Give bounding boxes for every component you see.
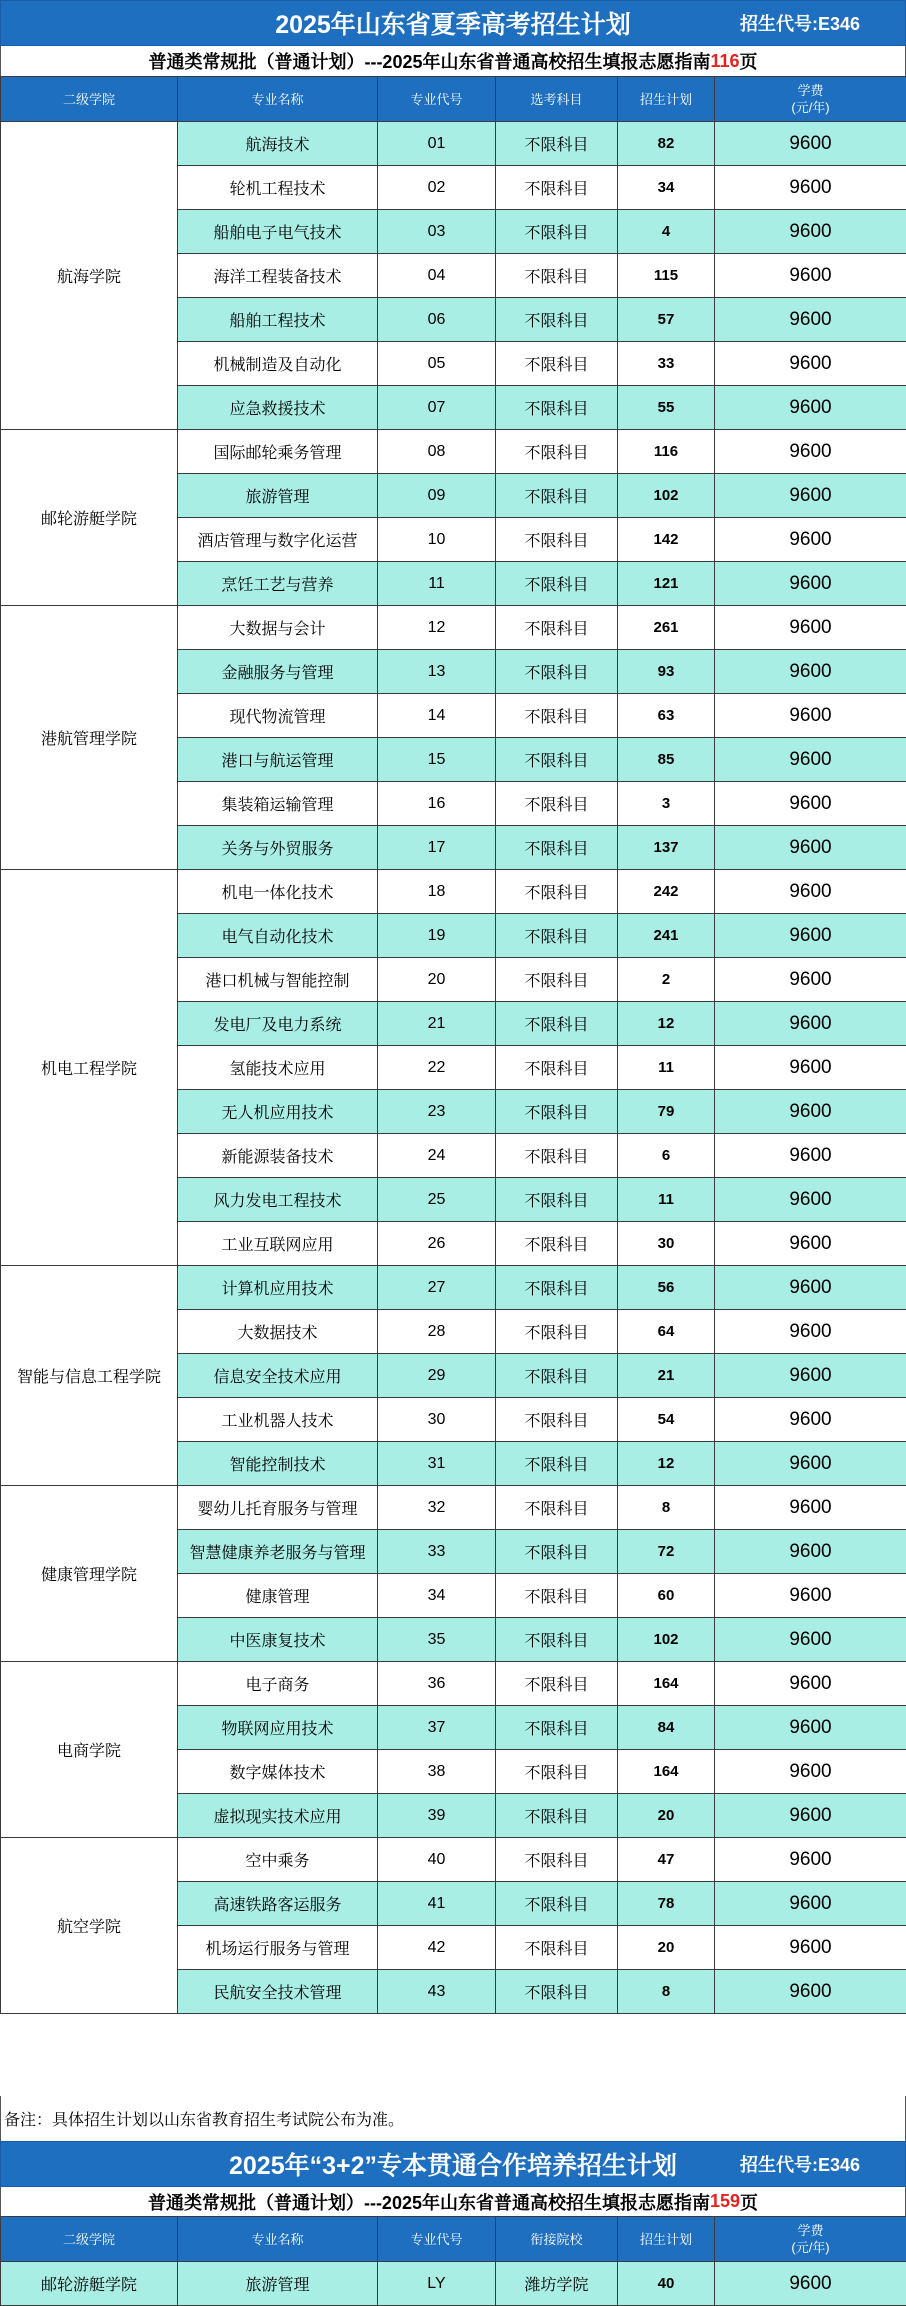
subject-cell: 不限科目: [496, 1266, 618, 1310]
major-code-cell: 24: [378, 1134, 496, 1178]
plan-cell: 20: [618, 1794, 715, 1838]
major-cell: 烹饪工艺与营养: [178, 562, 378, 606]
joint-plan-subtitle: [0, 2187, 906, 2216]
major-code-cell: 04: [378, 254, 496, 298]
fee-cell: 9600: [715, 1574, 906, 1618]
plan-cell: 242: [618, 870, 715, 914]
plan-cell: 261: [618, 606, 715, 650]
subject-cell: 不限科目: [496, 1310, 618, 1354]
fee-cell: 9600: [715, 122, 906, 166]
major-cell: 电子商务: [178, 1662, 378, 1706]
major-cell: 机械制造及自动化: [178, 342, 378, 386]
major-code-cell: 27: [378, 1266, 496, 1310]
major-cell: 电气自动化技术: [178, 914, 378, 958]
fee-cell: 9600: [715, 1662, 906, 1706]
major-cell: 发电厂及电力系统: [178, 1002, 378, 1046]
plan-cell: 64: [618, 1310, 715, 1354]
major-cell: 国际邮轮乘务管理: [178, 430, 378, 474]
major-code-cell: 23: [378, 1090, 496, 1134]
subject-cell: 不限科目: [496, 1442, 618, 1486]
major-code-cell: 38: [378, 1750, 496, 1794]
fee-cell: 9600: [715, 870, 906, 914]
plan-cell: 116: [618, 430, 715, 474]
plan-cell: 57: [618, 298, 715, 342]
major-code-cell: 34: [378, 1574, 496, 1618]
plan-cell: 30: [618, 1222, 715, 1266]
subject-cell: 不限科目: [496, 254, 618, 298]
subject-cell: 不限科目: [496, 1794, 618, 1838]
plan-cell: 115: [618, 254, 715, 298]
subject-cell: 不限科目: [496, 1662, 618, 1706]
subject-cell: 不限科目: [496, 1970, 618, 2014]
major-cell: 新能源装备技术: [178, 1134, 378, 1178]
subtitle-suffix: 页: [740, 48, 758, 74]
plan-cell: 4: [618, 210, 715, 254]
major-code-cell: 39: [378, 1794, 496, 1838]
plan-cell: 20: [618, 1926, 715, 1970]
fee-cell: 9600: [715, 1266, 906, 1310]
major-cell: 健康管理: [178, 1574, 378, 1618]
joint-header-partner: 衔接院校: [496, 2217, 618, 2262]
subject-cell: 不限科目: [496, 1178, 618, 1222]
subject-cell: 不限科目: [496, 650, 618, 694]
plan-cell: 102: [618, 474, 715, 518]
major-cell: 关务与外贸服务: [178, 826, 378, 870]
plan-title: 2025年山东省夏季高考招生计划: [275, 5, 631, 41]
major-cell: 智慧健康养老服务与管理: [178, 1530, 378, 1574]
plan-cell: 79: [618, 1090, 715, 1134]
plan-cell: 47: [618, 1838, 715, 1882]
major-code-cell: 21: [378, 1002, 496, 1046]
joint-plan-cell: 40: [618, 2262, 715, 2306]
plan-cell: 142: [618, 518, 715, 562]
table-row: [1, 2262, 906, 2306]
major-code-cell: 06: [378, 298, 496, 342]
major-code-cell: 03: [378, 210, 496, 254]
header-tuition-label: 学费: [797, 83, 823, 98]
joint-plan-title: 2025年“3+2”专本贯通合作培养招生计划: [229, 2146, 677, 2182]
plan-cell: 121: [618, 562, 715, 606]
fee-cell: 9600: [715, 826, 906, 870]
major-cell: 轮机工程技术: [178, 166, 378, 210]
fee-cell: 9600: [715, 1354, 906, 1398]
subject-cell: 不限科目: [496, 1002, 618, 1046]
major-cell: 航海技术: [178, 122, 378, 166]
major-cell: 虚拟现实技术应用: [178, 1794, 378, 1838]
table-note: 备注：具体招生计划以山东省教育招生考试院公布为准。: [0, 2096, 906, 2141]
plan-cell: 60: [618, 1574, 715, 1618]
subject-cell: 不限科目: [496, 1838, 618, 1882]
major-code-cell: 35: [378, 1618, 496, 1662]
fee-cell: 9600: [715, 254, 906, 298]
plan-cell: 3: [618, 782, 715, 826]
major-code-cell: 32: [378, 1486, 496, 1530]
plan-cell: 164: [618, 1750, 715, 1794]
subject-cell: 不限科目: [496, 1222, 618, 1266]
plan-cell: 93: [618, 650, 715, 694]
fee-cell: 9600: [715, 1002, 906, 1046]
fee-cell: 9600: [715, 518, 906, 562]
fee-cell: 9600: [715, 1706, 906, 1750]
plan-cell: 56: [618, 1266, 715, 1310]
header-tuition-unit: (元/年): [791, 100, 829, 115]
fee-cell: 9600: [715, 474, 906, 518]
subject-cell: 不限科目: [496, 1618, 618, 1662]
major-cell: 应急救援技术: [178, 386, 378, 430]
plan-cell: 84: [618, 1706, 715, 1750]
major-code-cell: 13: [378, 650, 496, 694]
plan-cell: 55: [618, 386, 715, 430]
subject-cell: 不限科目: [496, 1926, 618, 1970]
major-code-cell: 19: [378, 914, 496, 958]
college-name-cell: 航海学院: [1, 122, 178, 430]
subject-cell: 不限科目: [496, 430, 618, 474]
fee-cell: 9600: [715, 1090, 906, 1134]
major-cell: 机电一体化技术: [178, 870, 378, 914]
plan-cell: 241: [618, 914, 715, 958]
fee-cell: 9600: [715, 1794, 906, 1838]
major-cell: 旅游管理: [178, 474, 378, 518]
fee-cell: 9600: [715, 1486, 906, 1530]
major-code-cell: 01: [378, 122, 496, 166]
joint-header-tuition-unit: (元/年): [791, 2240, 829, 2255]
fee-cell: 9600: [715, 1530, 906, 1574]
joint-enrollment-table: [0, 2216, 906, 2306]
plan-cell: 11: [618, 1046, 715, 1090]
fee-cell: 9600: [715, 210, 906, 254]
table-header-row: [1, 77, 906, 122]
subject-cell: 不限科目: [496, 1134, 618, 1178]
fee-cell: 9600: [715, 166, 906, 210]
fee-cell: 9600: [715, 342, 906, 386]
major-code-cell: 15: [378, 738, 496, 782]
major-cell: 中医康复技术: [178, 1618, 378, 1662]
subject-cell: 不限科目: [496, 562, 618, 606]
major-code-cell: 28: [378, 1310, 496, 1354]
plan-cell: 85: [618, 738, 715, 782]
college-name-cell: 邮轮游艇学院: [1, 430, 178, 606]
plan-cell: 21: [618, 1354, 715, 1398]
major-code-cell: 14: [378, 694, 496, 738]
fee-cell: 9600: [715, 738, 906, 782]
subject-cell: 不限科目: [496, 518, 618, 562]
subject-cell: 不限科目: [496, 386, 618, 430]
major-cell: 金融服务与管理: [178, 650, 378, 694]
header-college: 二级学院: [1, 77, 178, 122]
major-cell: 计算机应用技术: [178, 1266, 378, 1310]
subject-cell: 不限科目: [496, 1486, 618, 1530]
plan-cell: 102: [618, 1618, 715, 1662]
subject-cell: 不限科目: [496, 1882, 618, 1926]
major-cell: 物联网应用技术: [178, 1706, 378, 1750]
joint-plan-banner: [0, 2141, 906, 2187]
table-row: [1, 1486, 906, 1530]
fee-cell: 9600: [715, 694, 906, 738]
major-cell: 工业互联网应用: [178, 1222, 378, 1266]
joint-header-tuition: [715, 2217, 906, 2262]
fee-cell: 9600: [715, 650, 906, 694]
subject-cell: 不限科目: [496, 826, 618, 870]
major-cell: 现代物流管理: [178, 694, 378, 738]
enrollment-table: [0, 76, 906, 2014]
major-cell: 风力发电工程技术: [178, 1178, 378, 1222]
major-cell: 信息安全技术应用: [178, 1354, 378, 1398]
fee-cell: 9600: [715, 1310, 906, 1354]
joint-header-college: 二级学院: [1, 2217, 178, 2262]
subject-cell: 不限科目: [496, 210, 618, 254]
subject-cell: 不限科目: [496, 1398, 618, 1442]
major-code-cell: 36: [378, 1662, 496, 1706]
header-major-code: 专业代号: [378, 77, 496, 122]
fee-cell: 9600: [715, 430, 906, 474]
fee-cell: 9600: [715, 1178, 906, 1222]
fee-cell: 9600: [715, 1442, 906, 1486]
plan-cell: 137: [618, 826, 715, 870]
fee-cell: 9600: [715, 386, 906, 430]
header-major: 专业名称: [178, 77, 378, 122]
fee-cell: 9600: [715, 1222, 906, 1266]
joint-subtitle-suffix: 页: [740, 2189, 758, 2215]
major-cell: 港口机械与智能控制: [178, 958, 378, 1002]
fee-cell: 9600: [715, 1750, 906, 1794]
college-name-cell: 健康管理学院: [1, 1486, 178, 1662]
major-cell: 船舶电子电气技术: [178, 210, 378, 254]
subject-cell: 不限科目: [496, 694, 618, 738]
subject-cell: 不限科目: [496, 1750, 618, 1794]
table-row: [1, 1838, 906, 1882]
joint-partner-cell: 潍坊学院: [496, 2262, 618, 2306]
joint-enrollment-code: 招生代号:E346: [740, 2151, 860, 2177]
joint-header-major-code: 专业代号: [378, 2217, 496, 2262]
fee-cell: 9600: [715, 1970, 906, 2014]
college-name-cell: 智能与信息工程学院: [1, 1266, 178, 1486]
major-code-cell: 41: [378, 1882, 496, 1926]
subject-cell: 不限科目: [496, 298, 618, 342]
plan-cell: 8: [618, 1970, 715, 2014]
table-row: [1, 870, 906, 914]
plan-cell: 78: [618, 1882, 715, 1926]
subject-cell: 不限科目: [496, 1706, 618, 1750]
fee-cell: 9600: [715, 1926, 906, 1970]
major-cell: 机场运行服务与管理: [178, 1926, 378, 1970]
table-row: [1, 122, 906, 166]
plan-cell: 8: [618, 1486, 715, 1530]
fee-cell: 9600: [715, 958, 906, 1002]
major-cell: 数字媒体技术: [178, 1750, 378, 1794]
major-code-cell: 12: [378, 606, 496, 650]
major-code-cell: 30: [378, 1398, 496, 1442]
fee-cell: 9600: [715, 1046, 906, 1090]
fee-cell: 9600: [715, 1882, 906, 1926]
major-code-cell: 37: [378, 1706, 496, 1750]
major-code-cell: 42: [378, 1926, 496, 1970]
plan-banner: [0, 0, 906, 46]
plan-cell: 164: [618, 1662, 715, 1706]
college-name-cell: 机电工程学院: [1, 870, 178, 1266]
major-cell: 大数据与会计: [178, 606, 378, 650]
major-cell: 氢能技术应用: [178, 1046, 378, 1090]
major-code-cell: 33: [378, 1530, 496, 1574]
plan-cell: 6: [618, 1134, 715, 1178]
fee-cell: 9600: [715, 1618, 906, 1662]
major-code-cell: 29: [378, 1354, 496, 1398]
plan-cell: 33: [618, 342, 715, 386]
enrollment-code: 招生代号:E346: [740, 10, 860, 36]
major-code-cell: 02: [378, 166, 496, 210]
table-row: [1, 1266, 906, 1310]
major-cell: 智能控制技术: [178, 1442, 378, 1486]
college-name-cell: 港航管理学院: [1, 606, 178, 870]
plan-cell: 12: [618, 1002, 715, 1046]
header-subjects: 选考科目: [496, 77, 618, 122]
college-name-cell: 电商学院: [1, 1662, 178, 1838]
table-row: [1, 430, 906, 474]
major-code-cell: 31: [378, 1442, 496, 1486]
plan-cell: 34: [618, 166, 715, 210]
subject-cell: 不限科目: [496, 166, 618, 210]
joint-header-tuition-label: 学费: [797, 2223, 823, 2238]
fee-cell: 9600: [715, 606, 906, 650]
major-code-cell: 05: [378, 342, 496, 386]
subject-cell: 不限科目: [496, 474, 618, 518]
major-code-cell: 07: [378, 386, 496, 430]
joint-college-cell: 邮轮游艇学院: [1, 2262, 178, 2306]
subject-cell: 不限科目: [496, 738, 618, 782]
joint-subtitle-page-number: 159: [710, 2191, 740, 2212]
major-code-cell: 08: [378, 430, 496, 474]
joint-subtitle-text: 普通类常规批（普通计划）---2025年山东省普通高校招生填报志愿指南: [148, 2189, 710, 2215]
subject-cell: 不限科目: [496, 914, 618, 958]
major-code-cell: 11: [378, 562, 496, 606]
fee-cell: 9600: [715, 298, 906, 342]
joint-fee-cell: 9600: [715, 2262, 906, 2306]
header-tuition: [715, 77, 906, 122]
table-row: [1, 1662, 906, 1706]
fee-cell: 9600: [715, 1134, 906, 1178]
subject-cell: 不限科目: [496, 782, 618, 826]
subtitle-page-number: 116: [710, 51, 739, 72]
header-plan: 招生计划: [618, 77, 715, 122]
plan-cell: 63: [618, 694, 715, 738]
joint-header-major: 专业名称: [178, 2217, 378, 2262]
fee-cell: 9600: [715, 1838, 906, 1882]
subject-cell: 不限科目: [496, 1530, 618, 1574]
subject-cell: 不限科目: [496, 870, 618, 914]
major-cell: 海洋工程装备技术: [178, 254, 378, 298]
major-code-cell: 26: [378, 1222, 496, 1266]
subject-cell: 不限科目: [496, 958, 618, 1002]
major-cell: 民航安全技术管理: [178, 1970, 378, 2014]
joint-code-cell: LY: [378, 2262, 496, 2306]
subject-cell: 不限科目: [496, 1354, 618, 1398]
major-cell: 船舶工程技术: [178, 298, 378, 342]
major-cell: 工业机器人技术: [178, 1398, 378, 1442]
major-code-cell: 17: [378, 826, 496, 870]
major-cell: 高速铁路客运服务: [178, 1882, 378, 1926]
plan-cell: 11: [618, 1178, 715, 1222]
joint-major-cell: 旅游管理: [178, 2262, 378, 2306]
plan-cell: 12: [618, 1442, 715, 1486]
major-code-cell: 43: [378, 1970, 496, 2014]
major-cell: 婴幼儿托育服务与管理: [178, 1486, 378, 1530]
college-name-cell: 航空学院: [1, 1838, 178, 2014]
subject-cell: 不限科目: [496, 1046, 618, 1090]
fee-cell: 9600: [715, 562, 906, 606]
major-code-cell: 09: [378, 474, 496, 518]
major-code-cell: 40: [378, 1838, 496, 1882]
major-cell: 无人机应用技术: [178, 1090, 378, 1134]
table-row: [1, 606, 906, 650]
subject-cell: 不限科目: [496, 342, 618, 386]
fee-cell: 9600: [715, 1398, 906, 1442]
major-code-cell: 22: [378, 1046, 496, 1090]
major-code-cell: 16: [378, 782, 496, 826]
major-cell: 集装箱运输管理: [178, 782, 378, 826]
subject-cell: 不限科目: [496, 606, 618, 650]
major-cell: 酒店管理与数字化运营: [178, 518, 378, 562]
major-cell: 空中乘务: [178, 1838, 378, 1882]
plan-subtitle: [0, 46, 906, 76]
fee-cell: 9600: [715, 782, 906, 826]
subject-cell: 不限科目: [496, 122, 618, 166]
major-cell: 港口与航运管理: [178, 738, 378, 782]
major-code-cell: 20: [378, 958, 496, 1002]
plan-cell: 2: [618, 958, 715, 1002]
subject-cell: 不限科目: [496, 1090, 618, 1134]
joint-table-header-row: [1, 2217, 906, 2262]
subtitle-text: 普通类常规批（普通计划）---2025年山东省普通高校招生填报志愿指南: [148, 48, 710, 74]
subject-cell: 不限科目: [496, 1574, 618, 1618]
major-code-cell: 10: [378, 518, 496, 562]
major-cell: 大数据技术: [178, 1310, 378, 1354]
joint-header-plan: 招生计划: [618, 2217, 715, 2262]
plan-cell: 82: [618, 122, 715, 166]
fee-cell: 9600: [715, 914, 906, 958]
major-code-cell: 25: [378, 1178, 496, 1222]
plan-cell: 54: [618, 1398, 715, 1442]
plan-cell: 72: [618, 1530, 715, 1574]
major-code-cell: 18: [378, 870, 496, 914]
